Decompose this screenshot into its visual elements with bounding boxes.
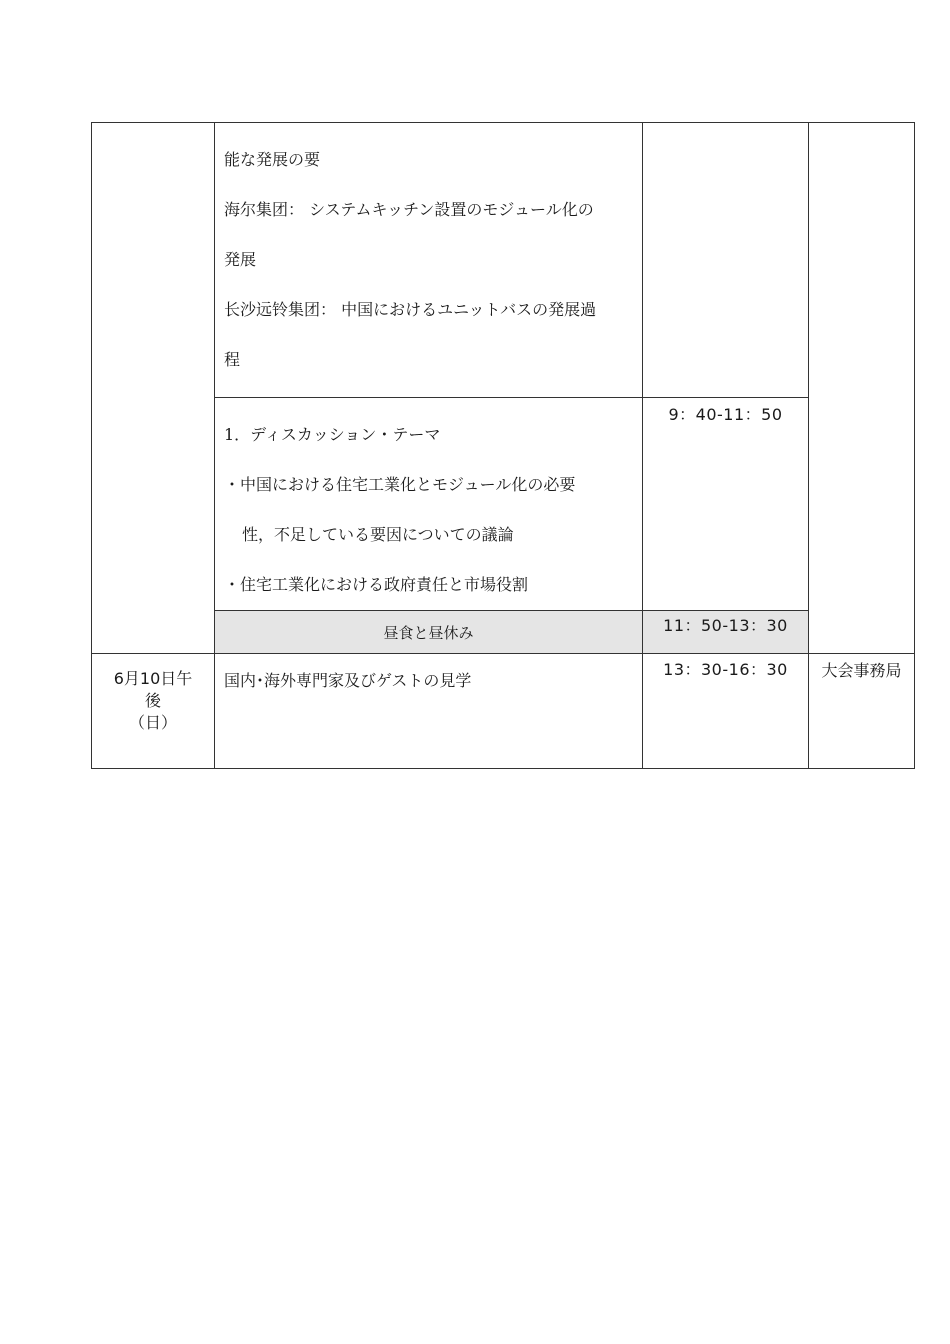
time-cell-empty xyxy=(643,123,809,398)
visit-activity: 国内･海外専門家及びゲストの見学 xyxy=(215,654,643,769)
program-cell xyxy=(215,123,643,398)
lunch-time: 11：50-13：30 xyxy=(643,611,809,654)
visit-date-line3: （日） xyxy=(128,713,177,732)
visit-date-line2: 後 xyxy=(144,691,161,710)
program-line: 能な発展の要 xyxy=(224,150,321,169)
visit-time: 13：30-16：30 xyxy=(643,654,809,769)
visit-date-cell xyxy=(92,654,215,769)
date-cell-empty xyxy=(92,123,215,654)
schedule-table xyxy=(91,122,915,769)
discussion-line: 性，不足している要因についての議論 xyxy=(242,525,514,544)
table-row xyxy=(92,123,915,398)
discussion-cell xyxy=(215,398,643,611)
discussion-line: ・中国における住宅工業化とモジュール化の必要 xyxy=(224,475,576,494)
visit-date-line1: 6月10日午 xyxy=(113,669,193,688)
discussion-line: ・住宅工業化における政府責任と市場役割 xyxy=(224,575,529,594)
table-row xyxy=(92,611,915,654)
discussion-time: 9：40-11：50 xyxy=(643,398,809,611)
program-line: 程 xyxy=(224,350,241,369)
discussion-theme-title: 1．ディスカッション・テーマ xyxy=(224,425,441,444)
table-row xyxy=(92,398,915,611)
visit-organizer: 大会事務局 xyxy=(809,654,915,769)
table-row xyxy=(92,654,915,769)
lunch-label: 昼食と昼休み xyxy=(215,611,643,654)
organizer-cell-empty xyxy=(809,123,915,654)
program-line: 発展 xyxy=(224,250,257,269)
program-line: 海尔集团： システムキッチン設置のモジュール化の xyxy=(224,200,594,219)
program-line: 长沙远铃集团： 中国におけるユニットバスの発展過 xyxy=(224,300,597,319)
